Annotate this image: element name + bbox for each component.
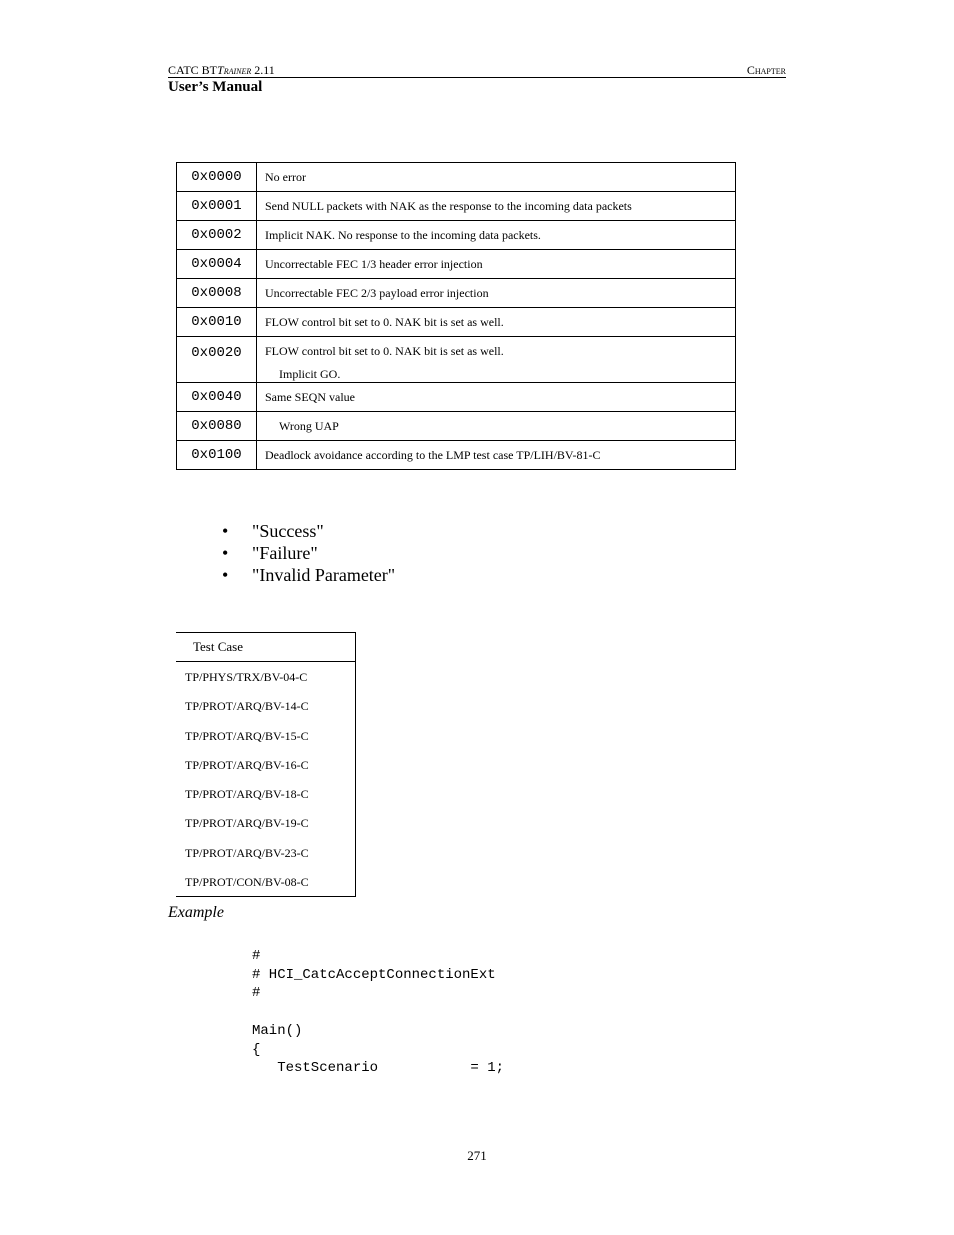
error-description: Uncorrectable FEC 2/3 payload error injection: [257, 279, 736, 308]
product-name-italic: Trainer: [217, 63, 252, 77]
error-description: [257, 412, 736, 441]
table-row: TP/PROT/ARQ/BV-23-C: [185, 845, 309, 860]
error-code: 0x0008: [177, 279, 257, 308]
table-row: [177, 383, 736, 412]
error-description: FLOW control bit set to 0. NAK bit is set as well.: [257, 308, 736, 337]
error-code: 0x0080: [177, 412, 257, 441]
table-row: TP/PROT/CON/BV-08-C: [185, 875, 309, 890]
table-row: TP/PHYS/TRX/BV-04-C: [185, 670, 308, 684]
running-header-title: [168, 63, 275, 77]
bullet-icon: •: [222, 565, 229, 585]
error-description: Send NULL packets with NAK as the response to the incoming data packets: [257, 192, 736, 221]
error-description: Uncorrectable FEC 1/3 header error injection: [257, 250, 736, 279]
code-line: #: [252, 985, 261, 1002]
table-row: TP/PROT/ARQ/BV-16-C: [185, 757, 309, 772]
error-description: No error: [257, 163, 736, 192]
bullet-icon: •: [222, 521, 229, 541]
error-code: 0x0020: [177, 337, 257, 383]
table-row: [177, 441, 736, 470]
error-description: Implicit NAK. No response to the incoming data packets.: [257, 221, 736, 250]
table-row: [177, 221, 736, 250]
table-row: [177, 412, 736, 441]
example-heading: Example: [168, 904, 224, 921]
list-item: [222, 520, 395, 542]
code-line: [252, 1003, 504, 1022]
error-code: 0x0002: [177, 221, 257, 250]
code-line: # HCI_CatcAcceptConnectionExt: [252, 966, 496, 983]
table-row: TP/PROT/ARQ/BV-19-C: [185, 816, 309, 831]
table-row: [177, 250, 736, 279]
code-block: [252, 947, 504, 1078]
test-case-table: [176, 632, 356, 897]
table-row: TP/PROT/ARQ/BV-14-C: [185, 699, 309, 714]
product-version: 2.11: [251, 63, 275, 77]
bullet-icon: •: [222, 543, 229, 563]
error-description-line2: Implicit GO.: [279, 367, 341, 381]
return-values-list: [222, 520, 395, 586]
test-case-header: Test Case: [176, 633, 355, 662]
list-item: [222, 564, 395, 586]
error-code: 0x0010: [177, 308, 257, 337]
error-code: 0x0001: [177, 192, 257, 221]
error-code: 0x0004: [177, 250, 257, 279]
error-description-text: Wrong UAP: [279, 418, 339, 433]
list-item-text: "Success": [252, 521, 324, 541]
running-header-chapter: Chapter: [746, 63, 786, 77]
error-description: [257, 337, 736, 383]
product-prefix: CATC BT: [168, 63, 218, 77]
running-header-subtitle: User’s Manual: [168, 79, 263, 95]
table-row: TP/PROT/ARQ/BV-15-C: [185, 728, 309, 743]
code-line: TestScenario = 1;: [252, 1060, 505, 1077]
code-line: Main(): [252, 1022, 303, 1039]
table-row: [177, 192, 736, 221]
error-code: 0x0040: [177, 383, 257, 412]
error-description: Deadlock avoidance according to the LMP test case TP/LIH/BV-81-C: [257, 441, 736, 470]
code-line: {: [252, 1041, 261, 1058]
error-code: 0x0000: [177, 163, 257, 192]
table-row: TP/PROT/ARQ/BV-18-C: [185, 787, 309, 802]
error-description-line1: FLOW control bit set to 0. NAK bit is set as well.: [265, 344, 504, 358]
list-item-text: "Failure": [252, 543, 318, 563]
table-row: [177, 279, 736, 308]
page-number: 271: [467, 1148, 487, 1163]
error-description: Same SEQN value: [257, 383, 736, 412]
table-row: [177, 163, 736, 192]
error-code: 0x0100: [177, 441, 257, 470]
table-row: [177, 308, 736, 337]
error-code-table: [176, 162, 736, 470]
code-line: #: [252, 948, 261, 964]
list-item-text: "Invalid Parameter": [252, 565, 396, 585]
list-item: [222, 542, 395, 564]
table-row: [177, 337, 736, 383]
